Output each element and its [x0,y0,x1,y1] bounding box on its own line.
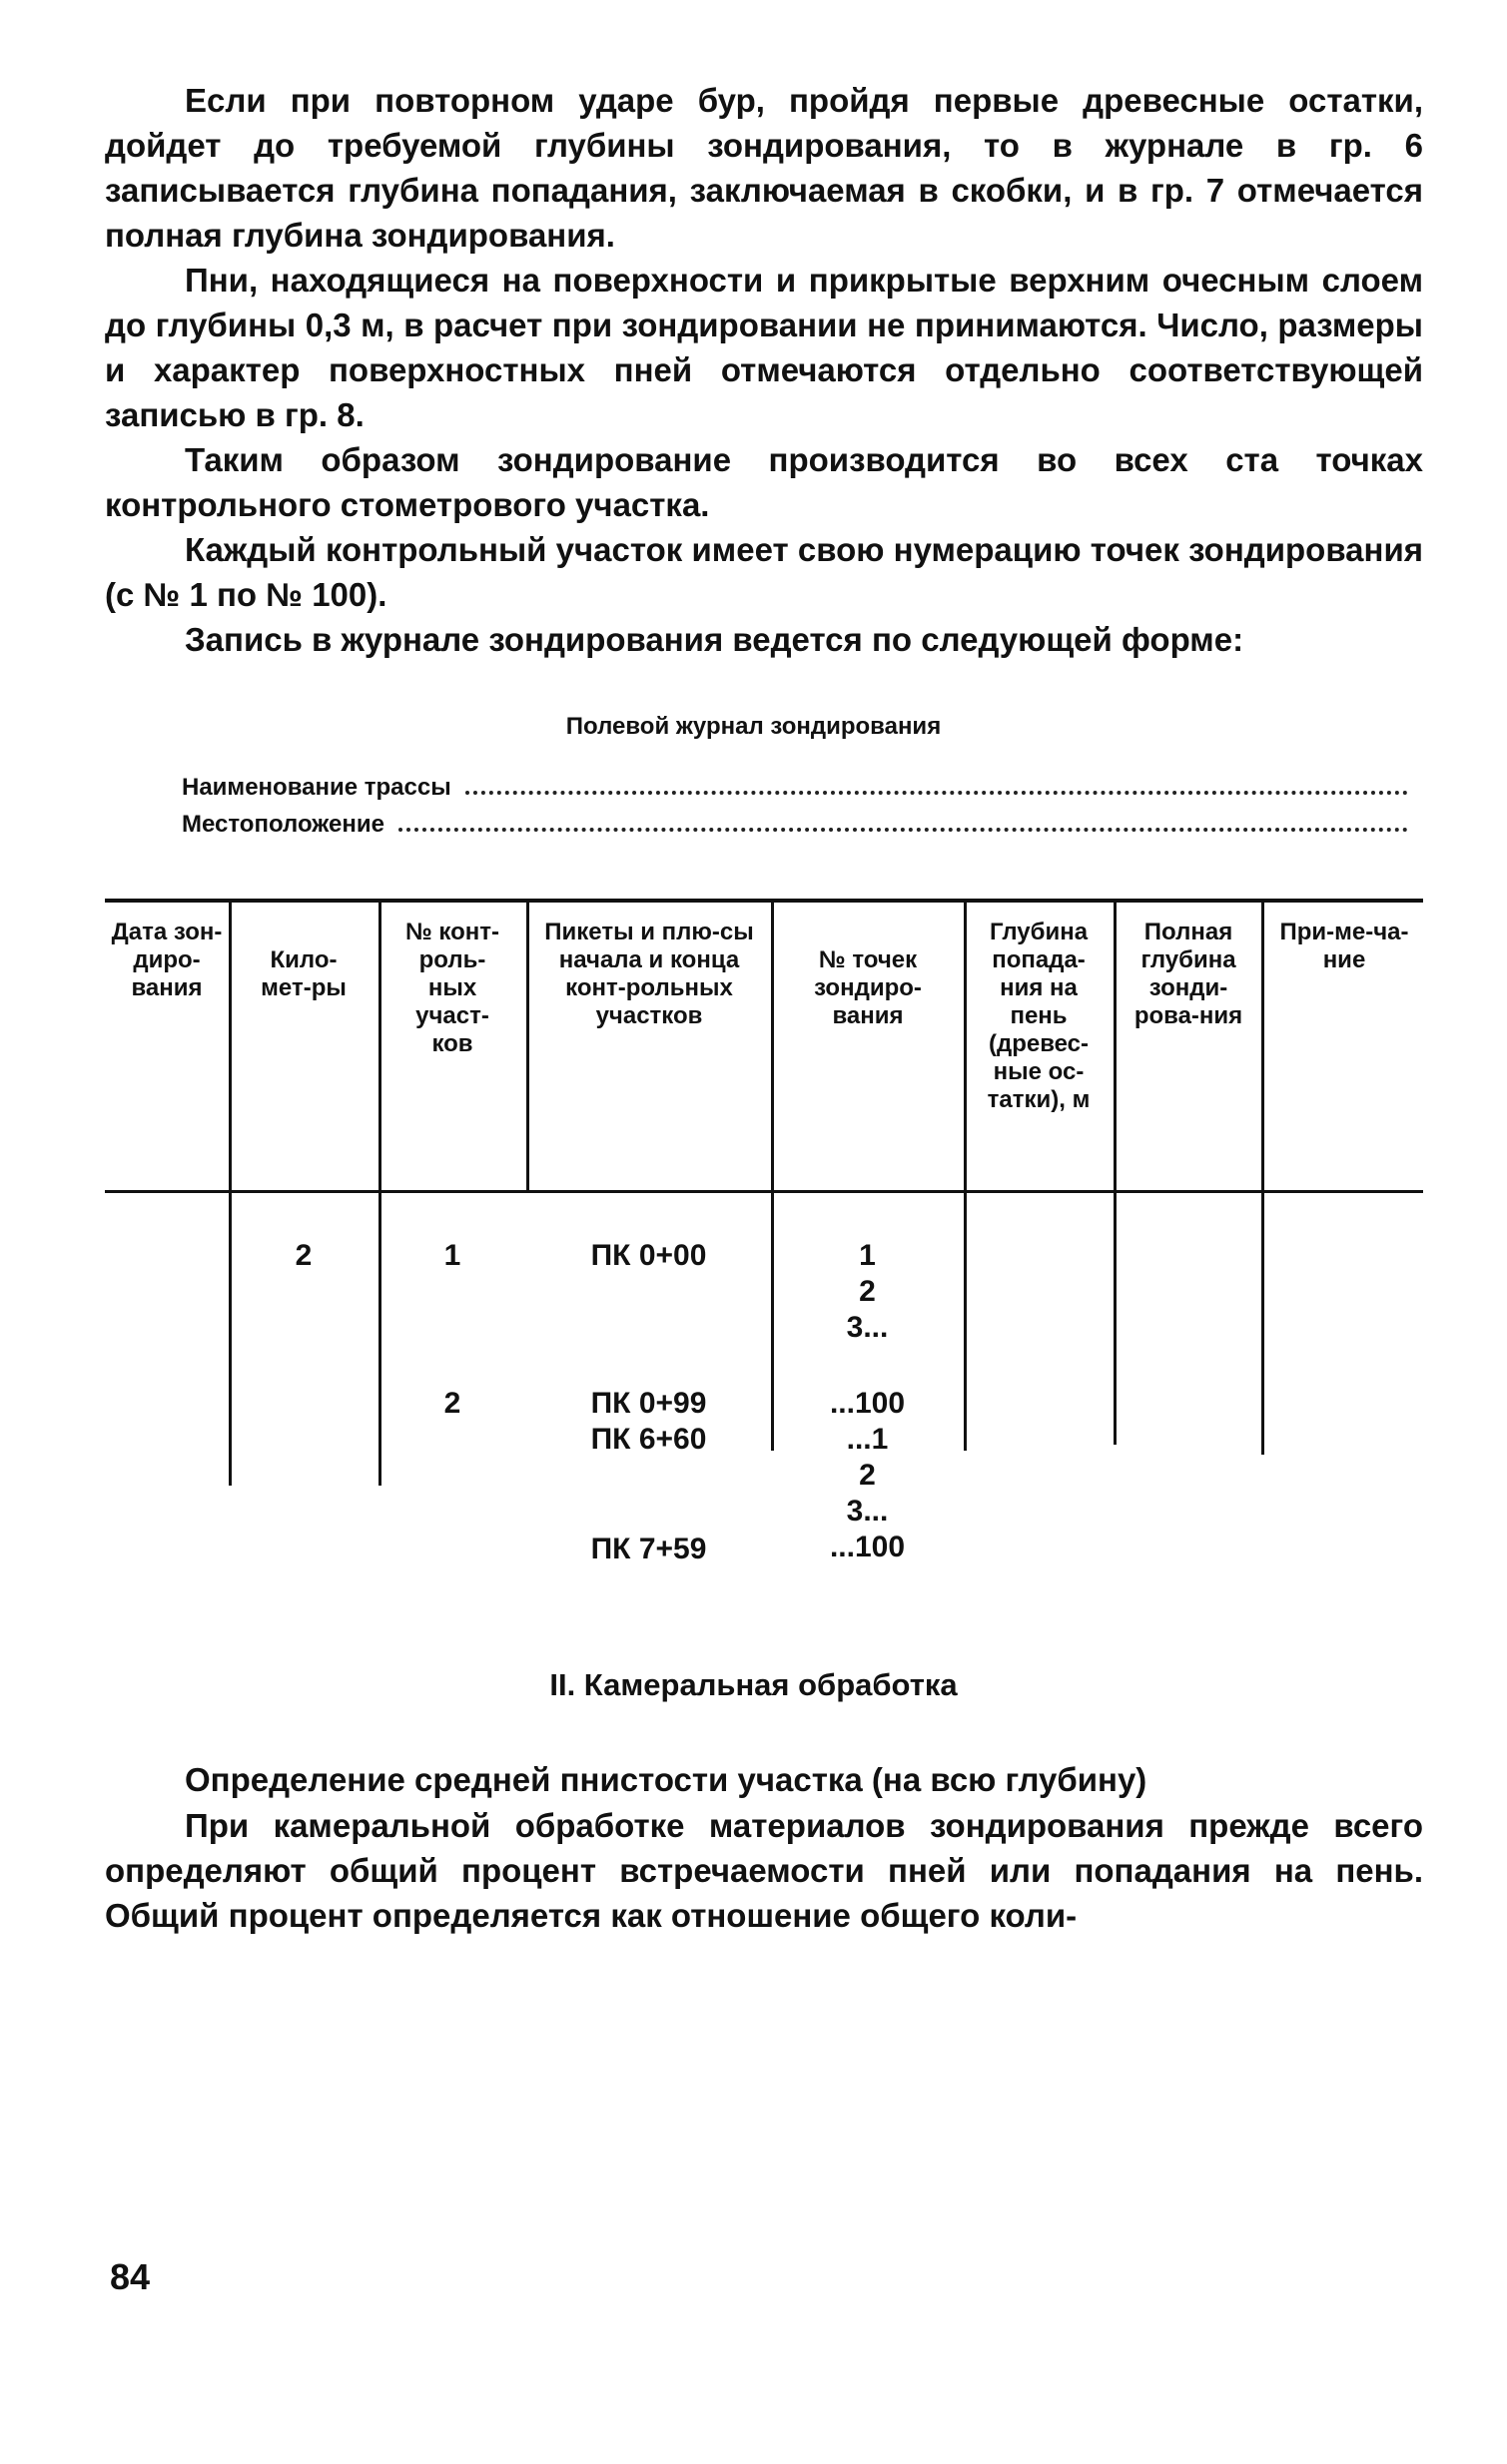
column-divider [771,903,774,1190]
route-dotted-line [465,791,1408,795]
header-stump-depth: Глубина попада-ния на пень (древес-ные ос-татки), м [987,919,1091,1113]
section-cell: 2 [443,1387,461,1420]
table-top-rule [105,899,1423,903]
point-cell: 3... [846,1495,889,1528]
column-divider [229,1193,232,1486]
paragraph-1: Если при повторном ударе бур, пройдя первые древесные остатки, дойдет до требуемой глубины зондирования, то в журнале в гр. 6 записывается глубина попадания, заключаемая в скобки, и в гр. 7 отмечается полная глубина зондирования. [105,82,1423,254]
picket-cell: ПК 0+99 [590,1387,707,1420]
location-field [182,811,1408,839]
paragraph-4: Каждый контрольный участок имеет свою нумерацию точек зондирования (с № 1 по № 100). [105,531,1423,613]
picket-cell: ПК 7+59 [590,1533,707,1565]
section-heading: II. Камеральная обработка [549,1667,958,1702]
column-divider [378,1193,381,1486]
header-point-no: № точек зондиро-вания [814,946,922,1029]
point-cell: ...100 [829,1387,906,1420]
header-note: При-ме-ча-ние [1279,919,1409,973]
paragraph-3: Таким образом зондирование производится во всех ста точках контрольного стометрового участка. [105,441,1423,523]
picket-cell: ПК 0+00 [590,1239,707,1272]
header-pickets: Пикеты и плю-сы начала и конца конт-рольных участков [544,919,754,1029]
column-divider [1261,903,1264,1190]
column-divider [964,903,967,1190]
column-divider [526,903,529,1190]
point-cell: 3... [846,1311,889,1344]
page-number: 84 [110,2256,151,2297]
paragraph-5: Запись в журнале зондирования ведется по следующей форме: [185,621,1244,658]
route-label: Наименование трассы [182,774,451,801]
journal-title: Полевой журнал зондирования [565,713,942,740]
header-full-depth: Полная глубина зонди-рова-ния [1133,919,1243,1029]
subheading: Определение средней пнистости участка (на всю глубину) [185,1761,1147,1798]
header-section-no: № конт-роль-ных участ-ков [404,919,500,1057]
paragraph-6: При камеральной обработке материалов зондирования прежде всего определяют общий процент встречаемости пней или попадания на пень. Общий процент определяется как отношение общего коли- [105,1807,1423,1934]
km-cell: 2 [295,1239,313,1272]
section-cell: 1 [443,1239,461,1272]
column-divider [378,903,381,1190]
column-divider [964,1193,967,1451]
table-header-rule [105,1190,1423,1193]
picket-cell: ПК 6+60 [590,1423,707,1456]
route-field [182,774,1408,802]
header-date: Дата зон-диро-вания [111,919,223,1001]
point-cell: 2 [859,1275,876,1308]
header-km: Кило-мет-ры [261,946,347,1001]
column-divider [1261,1193,1264,1455]
point-cell: 1 [859,1239,876,1272]
location-dotted-line [398,828,1408,832]
column-divider [229,903,232,1190]
point-cell: ...1 [846,1423,889,1456]
point-cell: ...100 [829,1531,906,1563]
column-divider [1114,903,1117,1190]
paragraph-2: Пни, находящиеся на поверхности и прикрытые верхним очесным слоем до глубины 0,3 м, в расчет при зондировании не принимаются. Число, размеры и характер поверхностных пней отмечаются отдельно соответствующей записью в гр. 8. [105,262,1423,433]
column-divider [1114,1193,1117,1445]
location-label: Местоположение [182,811,384,838]
point-cell: 2 [859,1459,876,1492]
